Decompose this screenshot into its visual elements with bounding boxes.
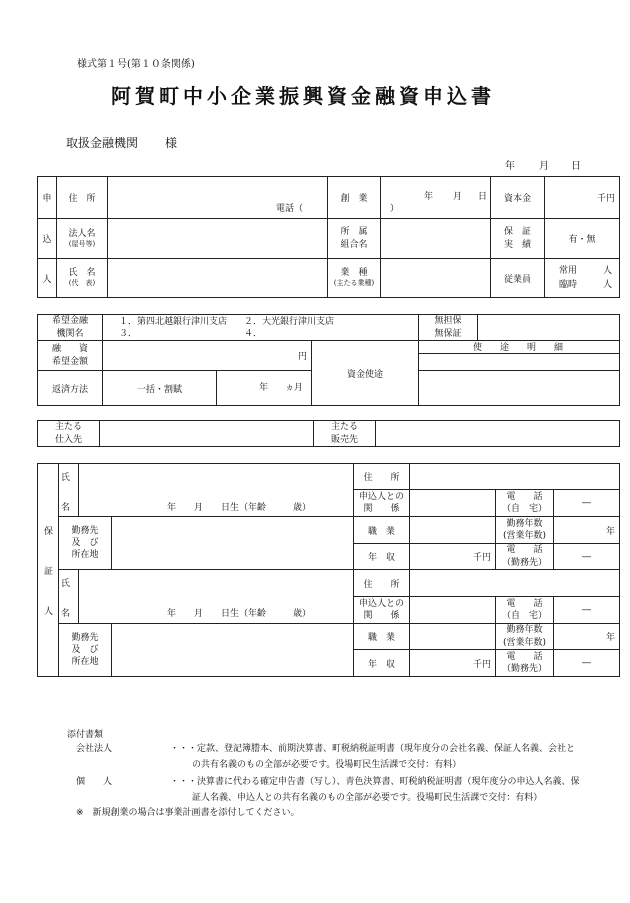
amount-label-2: 希望金額 (51, 356, 88, 367)
applicant-side-label-1: 申 (38, 177, 57, 219)
amount-label-1: 融 資 (51, 344, 88, 355)
corp-name-field[interactable] (108, 219, 328, 259)
g1-relation-field[interactable] (410, 490, 496, 517)
industry-field[interactable] (381, 259, 491, 298)
attachments-note: ※ 新規創業の場合は事業計画書を添付してください。 (76, 808, 300, 818)
assoc-field[interactable] (381, 219, 491, 259)
buyer-label-1: 主たる (330, 422, 358, 433)
rep-name-label: 氏 名 (68, 268, 96, 279)
g1-work-label-cell (59, 517, 112, 570)
g1-job-label: 職 業 (354, 517, 410, 544)
g1-relation-2: 関 係 (363, 504, 400, 514)
g1-phone-work: （勤務先） (501, 557, 547, 568)
guarantor-side-1: 保 (44, 527, 54, 537)
supplier-field[interactable] (100, 421, 314, 447)
founded-month: 月 (453, 192, 463, 202)
date-day: 日 (571, 161, 581, 172)
guarantee-label-1: 保 証 (503, 227, 531, 238)
guarantee-choice[interactable]: 有・無 (545, 219, 620, 259)
founded-field[interactable] (381, 177, 491, 219)
trade-table (37, 420, 620, 447)
applicant-side-label-3: 人 (38, 259, 57, 298)
g1-work-2: 及 び (71, 537, 99, 548)
g2-phone-label-2: 電 話 (506, 651, 543, 662)
g2-phone-work: （勤務先） (501, 664, 547, 674)
collateral-1: 無担保 (434, 316, 462, 327)
g1-years-unit: 年 (606, 526, 616, 537)
buyer-label-2: 販売先 (330, 434, 358, 445)
rep-name-field[interactable] (108, 259, 328, 298)
g1-phone-home-field[interactable] (554, 490, 620, 517)
guarantor-table (37, 463, 620, 677)
use-detail-cell (419, 341, 620, 371)
corp-name-sub: (屋号等) (68, 239, 96, 248)
founded-day: 日 (478, 192, 488, 202)
collateral-cell (419, 315, 478, 341)
attachments-indiv-label: 個 人 (76, 777, 113, 787)
g2-phone-home-label-cell (496, 597, 554, 624)
attachments-corp-label: 会社法人 (76, 744, 113, 754)
supplier-label-cell (38, 421, 100, 447)
amount-field[interactable] (103, 341, 312, 371)
g1-phone-work-label-cell (496, 544, 554, 570)
applicant-table (37, 176, 620, 298)
g1-income-unit: 千円 (472, 553, 491, 563)
g1-address-label: 住 所 (354, 464, 410, 490)
supplier-label-1: 主たる (54, 422, 82, 433)
g1-years-1: 勤務年数 (506, 518, 543, 529)
g1-relation-label-cell (354, 490, 410, 517)
g2-years-label-cell (496, 624, 554, 650)
g2-job-field[interactable] (410, 624, 496, 650)
g1-address-field[interactable] (410, 464, 620, 490)
attachments-indiv-line2: 証人名義、申込人との共有名義のもの全部が必要です。役場町民生活課で交付：有料） (192, 793, 543, 803)
g1-work-1: 勤務先 (71, 525, 99, 536)
founded-label: 創 業 (328, 177, 381, 219)
attachments-corp-line1: ・・・定款、登記簿謄本、前期決算書、町税納税証明書（現年度分の会社名義、保証人名義、会社と (170, 744, 576, 754)
guarantor-side-2: 証 (44, 567, 54, 577)
g2-years-1: 勤務年数 (506, 625, 543, 636)
phone-close: ） (390, 204, 400, 214)
g2-phone-work-field[interactable] (554, 650, 620, 677)
amount-unit: 円 (297, 352, 307, 362)
assoc-label-cell (328, 219, 381, 259)
g1-years-field[interactable] (554, 517, 620, 544)
collateral-field[interactable] (478, 315, 620, 341)
g2-phone-home-field[interactable] (554, 597, 620, 624)
g2-relation-1: 申込人との (358, 598, 404, 609)
g1-job-field[interactable] (410, 517, 496, 544)
bank-option-4[interactable]: ４． (244, 329, 263, 339)
g2-years-2: (営業年数) (502, 637, 547, 648)
guarantor-side-3: 人 (44, 607, 54, 617)
page-title: 阿賀町中小企業振興資金融資申込書 (111, 84, 495, 108)
bank-option-3[interactable]: ３． (119, 329, 138, 339)
g2-income-label: 年 収 (354, 650, 410, 677)
phone-label: 電話（ (276, 204, 304, 214)
g2-name-field[interactable] (79, 570, 354, 624)
g1-relation-1: 申込人との (358, 491, 404, 502)
g2-income-unit: 千円 (472, 659, 491, 670)
g1-years-label-cell (496, 517, 554, 544)
g2-work-1: 勤務先 (71, 632, 99, 643)
g2-work-field[interactable] (112, 624, 354, 677)
bank-label-2: 機関名 (56, 328, 84, 339)
capital-field[interactable] (545, 177, 620, 219)
g2-work-label-cell (59, 624, 112, 677)
attachments-heading: 添付書類 (67, 730, 104, 740)
guarantor-side-cell (38, 464, 59, 677)
use-detail-field[interactable] (419, 371, 620, 406)
applicant-side-label-2: 込 (38, 219, 57, 259)
addressee: 取扱金融機関 (66, 136, 139, 150)
assoc-label-2: 組合名 (340, 239, 368, 250)
guarantee-label-2: 実 績 (503, 239, 531, 250)
g1-years-2: (営業年数) (502, 531, 547, 541)
employees-label: 従業員 (491, 259, 545, 298)
g1-phone-label-2: 電 話 (506, 545, 543, 556)
g1-income-label: 年 収 (354, 544, 410, 570)
rep-name-sub: (代 表) (68, 279, 96, 288)
g2-address-label: 住 所 (354, 570, 410, 597)
g1-name-bottom: 名 (61, 503, 71, 513)
industry-label: 業 種 (340, 268, 368, 279)
founded-year: 年 (424, 192, 434, 202)
g1-phone-work-dash: ― (582, 551, 591, 562)
repay-term-field[interactable] (217, 371, 312, 406)
date-month: 月 (539, 161, 549, 172)
collateral-2: 無保証 (434, 328, 462, 339)
g1-birth: 年 月 日生（年齢 歳） (167, 503, 312, 513)
capital-label: 資本金 (491, 177, 545, 219)
date-year: 年 (505, 161, 515, 172)
industry-sub: (主たる業種) (333, 279, 375, 288)
use-label: 資金使途 (312, 341, 419, 406)
capital-unit: 千円 (596, 194, 615, 204)
attachments-corp-line2: の共有名義のもの全部が必要です。役場町民生活課で交付：有料） (192, 760, 462, 770)
repay-label: 返済方法 (38, 371, 103, 406)
g2-work-3: 所在地 (71, 657, 99, 668)
g2-phone-label: 電 話 (506, 598, 543, 609)
g2-phone-home-dash: ― (582, 605, 591, 615)
repay-year: 年 (259, 383, 269, 393)
g2-years-field[interactable] (554, 624, 620, 650)
bank-choices[interactable] (103, 315, 419, 341)
emp-regular-unit: 人 (603, 266, 613, 276)
form-number: 様式第１号(第１０条関係) (77, 59, 195, 70)
corp-name-label-cell (57, 219, 108, 259)
rep-name-label-cell (57, 259, 108, 298)
g1-phone-work-field[interactable] (554, 544, 620, 570)
g1-income-field[interactable] (410, 544, 496, 570)
g2-years-unit: 年 (606, 633, 616, 643)
assoc-label-1: 所 属 (340, 227, 368, 238)
g1-name-label-cell (59, 464, 79, 517)
bank-label-1: 希望金融 (51, 316, 88, 327)
g2-job-label: 職 業 (354, 624, 410, 650)
g2-phone-home: （自 宅） (501, 611, 547, 621)
industry-label-cell (328, 259, 381, 298)
g1-name-top: 氏 (61, 473, 71, 483)
emp-regular-label: 常用 (559, 266, 578, 276)
g2-work-2: 及 び (71, 644, 99, 655)
g1-work-field[interactable] (112, 517, 354, 570)
repay-month: ヵ月 (285, 383, 304, 393)
addressee-honorific: 様 (165, 136, 178, 150)
g2-address-field[interactable] (410, 570, 620, 597)
g1-phone-home-dash: ― (582, 498, 591, 508)
g2-phone-work-dash: ― (582, 658, 591, 668)
g1-work-3: 所在地 (71, 550, 99, 561)
employees-field[interactable] (545, 259, 620, 298)
address-label: 住 所 (57, 177, 108, 219)
emp-temp-label: 臨時 (559, 280, 578, 290)
g2-relation-label-cell (354, 597, 410, 624)
corp-name-label: 法人名 (68, 228, 96, 239)
loan-table (37, 314, 620, 406)
g1-phone-home-label-cell (496, 490, 554, 517)
emp-temp-unit: 人 (603, 280, 613, 290)
g1-name-field[interactable] (79, 464, 354, 517)
bank-option-2[interactable]: ２．大光銀行津川支店 (244, 317, 335, 327)
repay-method[interactable]: 一括・割賦 (103, 371, 217, 406)
amount-label-cell (38, 341, 103, 371)
g2-name-label-cell (59, 570, 79, 624)
buyer-label-cell (314, 421, 376, 447)
use-detail-header: 使 途 明 細 (473, 343, 564, 353)
g2-birth: 年 月 日生（年齢 歳） (167, 609, 312, 619)
bank-option-1[interactable]: １．第四北越銀行津川支店 (119, 317, 228, 327)
g2-relation-field[interactable] (410, 597, 496, 624)
g1-phone-home: （自 宅） (501, 504, 547, 514)
buyer-field[interactable] (376, 421, 620, 447)
g2-name-top: 氏 (61, 579, 71, 589)
g1-phone-label: 電 話 (506, 491, 543, 502)
supplier-label-2: 仕入先 (54, 434, 82, 445)
g2-relation-2: 関 係 (363, 611, 400, 621)
bank-label-cell (38, 315, 103, 341)
guarantee-label-cell (491, 219, 545, 259)
g2-income-field[interactable] (410, 650, 496, 677)
g2-phone-work-label-cell (496, 650, 554, 677)
g2-name-bottom: 名 (61, 609, 71, 619)
attachments-indiv-line1: ・・・決算書に代わる確定申告書（写し）、青色決算書、町税納税証明書（現年度分の申込人名義、保 (170, 777, 580, 787)
